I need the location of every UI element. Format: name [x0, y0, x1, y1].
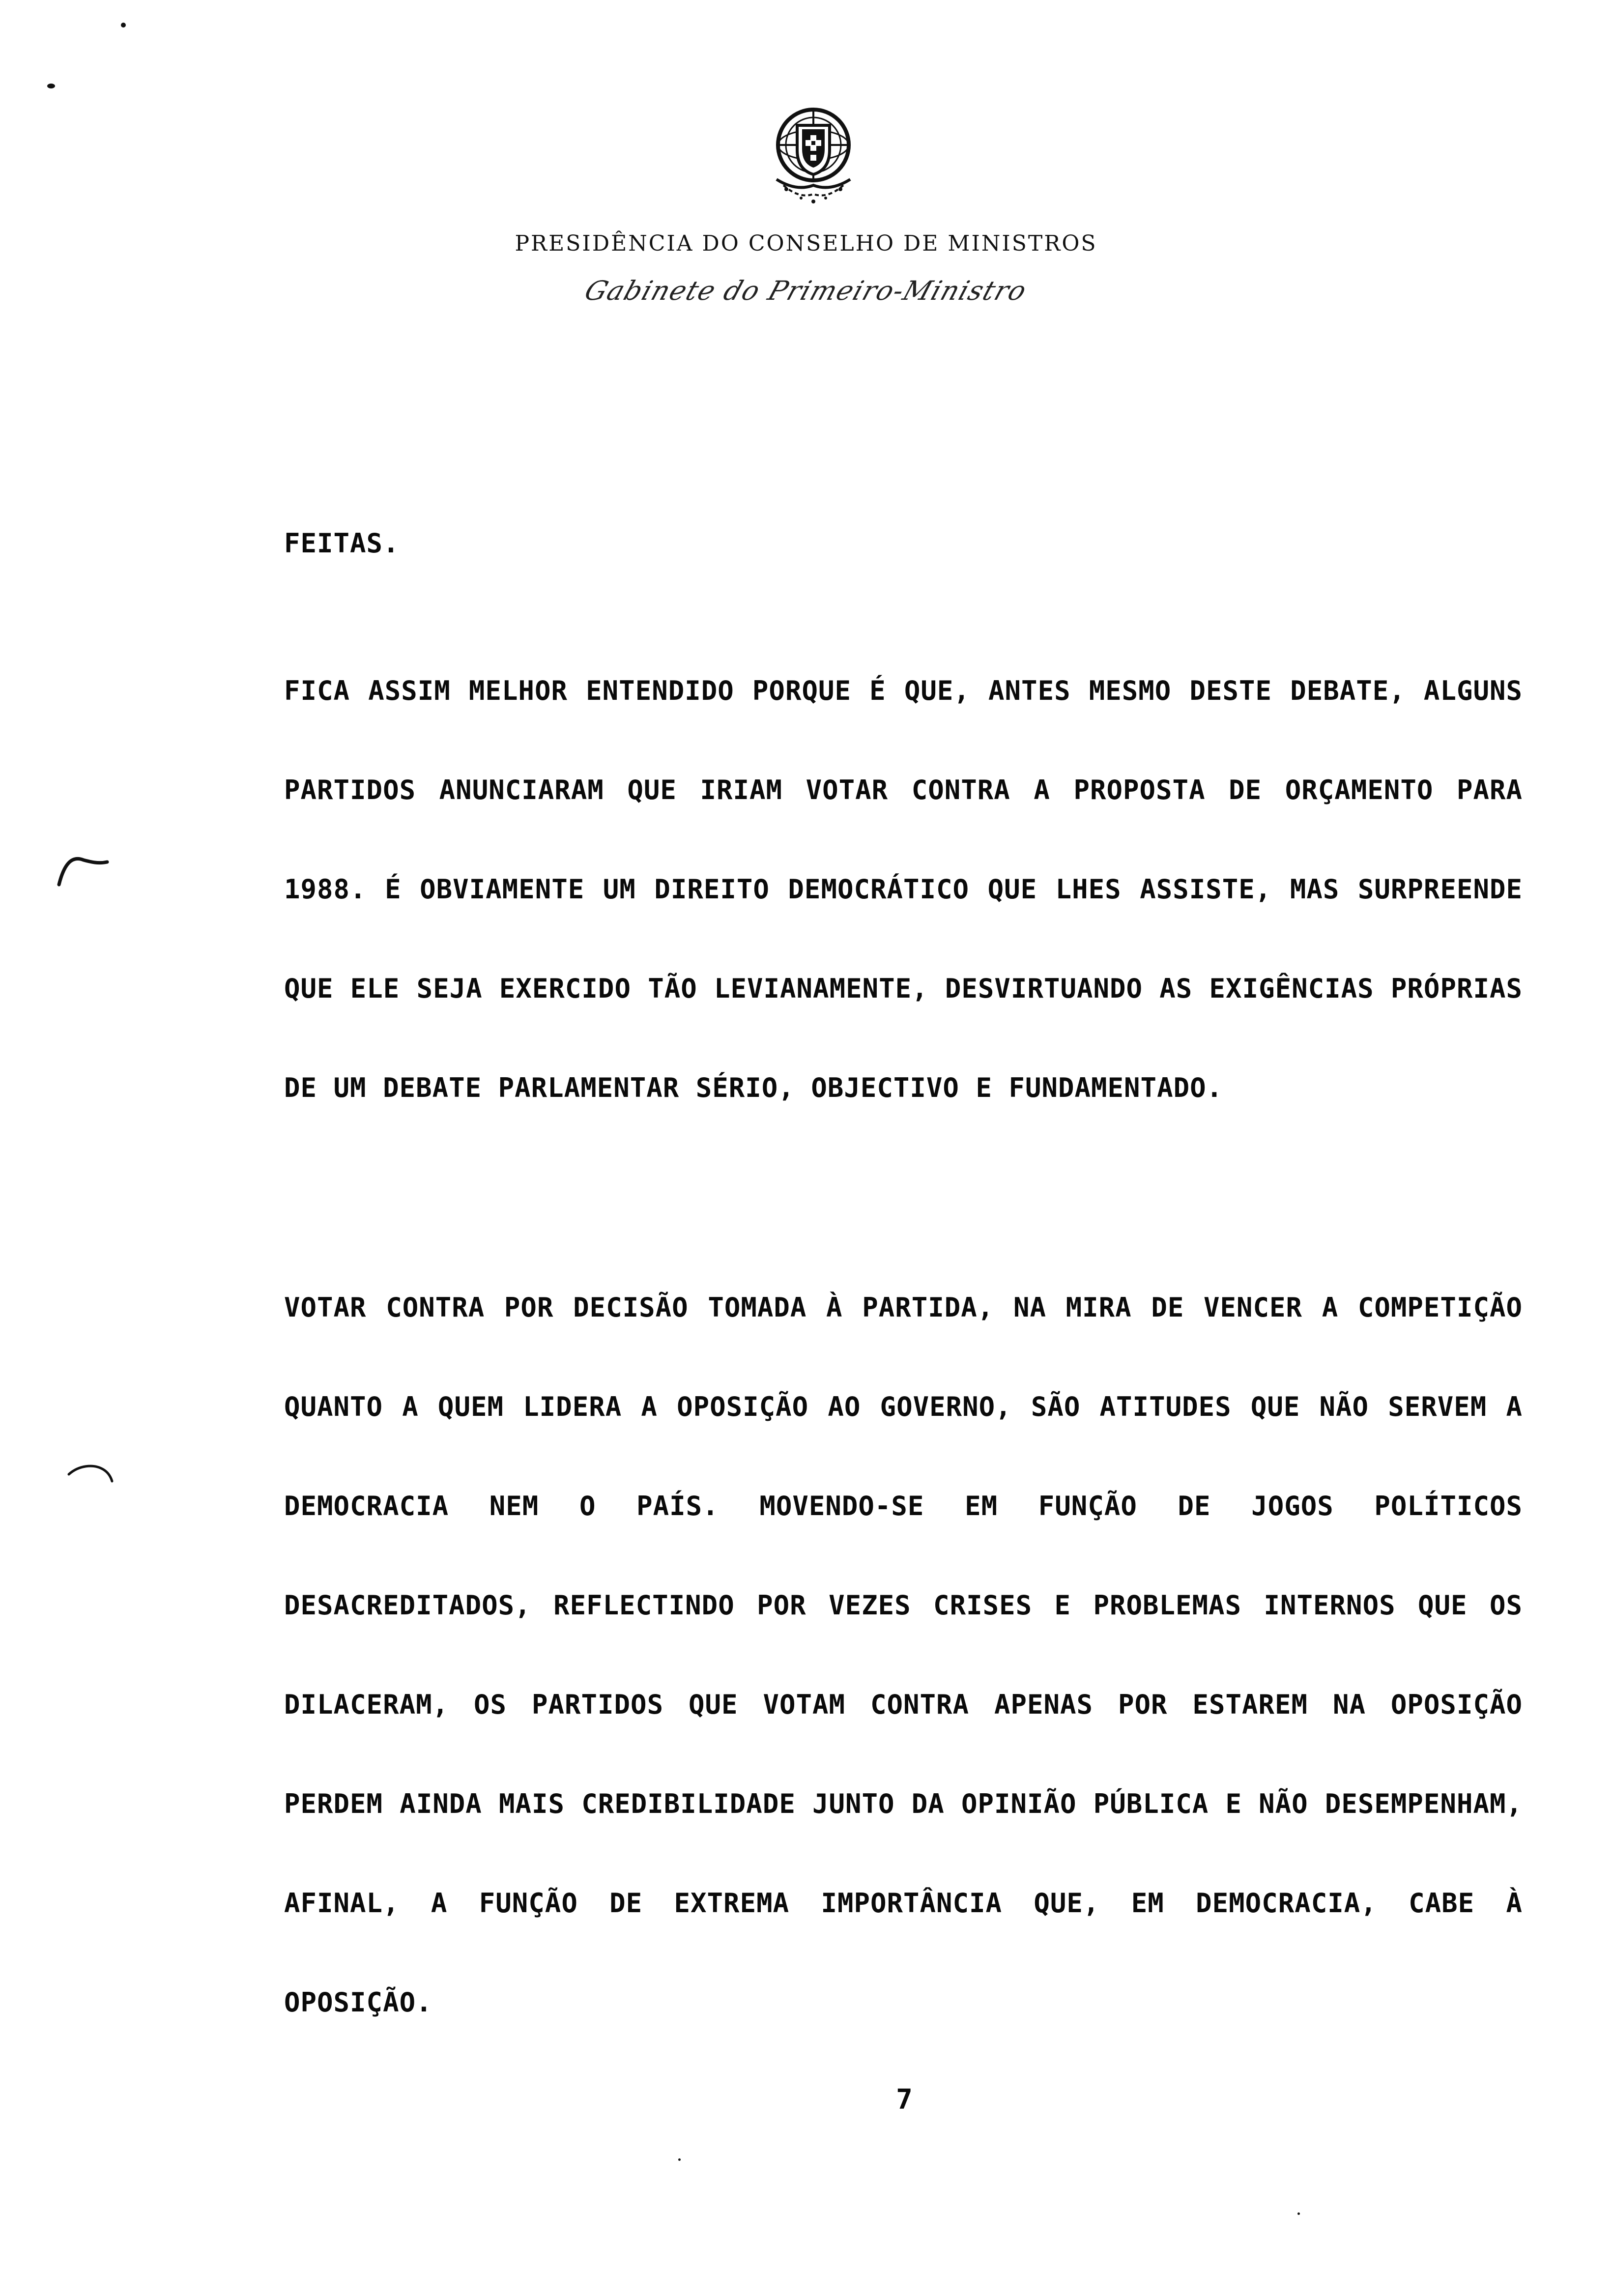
paragraph-text: FICA ASSIM MELHOR ENTENDIDO PORQUE É QUE, ANTES MESMO DESTE DEBATE, ALGUNS PARTIDOS ANUNCIARAM QUE IRIAM VOTAR CONTRA A PROPOSTA DE ORÇAMENTO PARA 1988. É OBVIAMENTE UM DIREITO DEMOCRÁTICO QUE LHES ASSISTE, MAS SURPREENDE QUE ELE SEJA EXERCIDO TÃO LEVIANAMENTE, DESVIRTUANDO AS EXIGÊNCIAS PRÓPRIAS DE UM DEBATE PARLAMENTAR SÉRIO, OBJECTIVO E FUNDAMENTADO.	[284, 675, 1523, 1103]
paragraph-text: VOTAR CONTRA POR DECISÃO TOMADA À PARTIDA, NA MIRA DE VENCER A COMPETIÇÃO QUANTO A QUEM LIDERA A OPOSIÇÃO AO GOVERNO, SÃO ATITUDES QUE NÃO SERVEM A DEMOCRACIA NEM O PAÍS. MOVENDO-SE EM FUNÇÃO DE JOGOS POLÍTICOS DESACREDITADOS, REFLECTINDO POR VEZES CRISES E PROBLEMAS INTERNOS QUE OS DILACERAM, OS PARTIDOS QUE VOTAM CONTRA APENAS POR ESTAREM NA OPOSIÇÃO PERDEM AINDA MAIS CREDIBILIDADE JUNTO DA OPINIÃO PÚBLICA E NÃO DESEMPENHAM, AFINAL, A FUNÇÃO DE EXTREMA IMPORTÂNCIA QUE, EM DEMOCRACIA, CABE À OPOSIÇÃO.	[284, 1292, 1523, 2018]
margin-mark	[64, 1455, 118, 1489]
scan-speck	[678, 2158, 681, 2161]
margin-mark	[49, 850, 113, 890]
text-fragment: FEITAS.	[284, 528, 400, 559]
office-name: Gabinete do Primeiro-Ministro	[580, 275, 1032, 306]
document-body	[284, 494, 1523, 593]
scan-speck	[121, 23, 126, 28]
scan-speck	[1297, 2212, 1300, 2215]
paragraph-2	[284, 1258, 1523, 2052]
paragraph-1	[284, 641, 1523, 1138]
institution-name: PRESIDÊNCIA DO CONSELHO DE MINISTROS	[515, 231, 1097, 256]
page-number: 7	[896, 2084, 913, 2116]
scan-speck	[47, 84, 55, 88]
portuguese-coat-of-arms-icon	[767, 101, 860, 209]
